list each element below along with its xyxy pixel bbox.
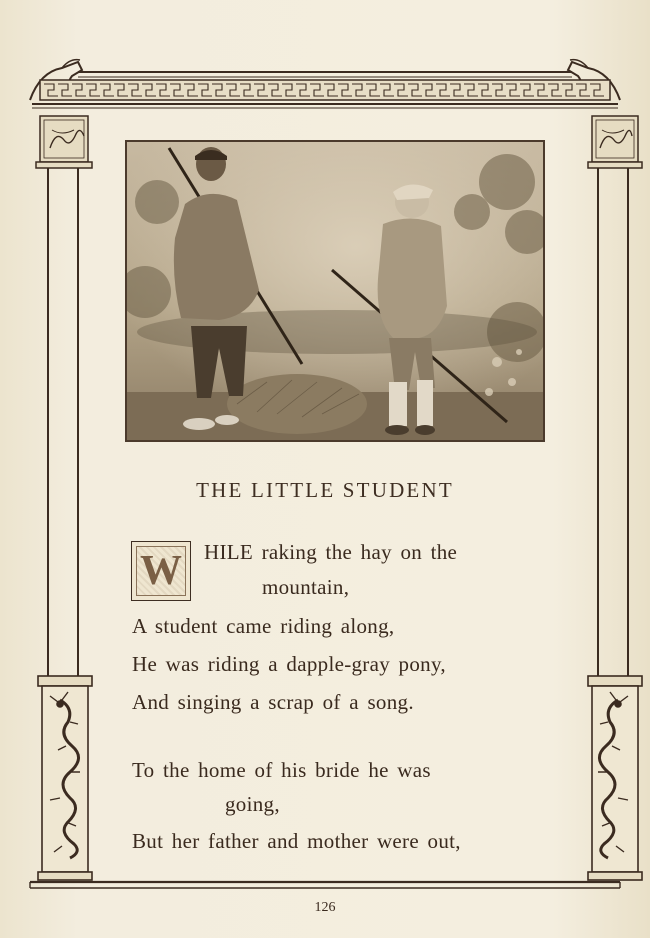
right-dragon-panel	[588, 676, 642, 880]
left-dragon-panel	[38, 676, 92, 880]
page-number: 126	[314, 900, 336, 915]
poem-line: And singing a scrap of a song.	[132, 690, 414, 714]
hay-pile	[227, 374, 367, 434]
left-column	[48, 168, 78, 676]
bottom-base	[30, 882, 620, 888]
poem-line: But her father and mother were out,	[132, 829, 461, 853]
poem-line: A student came riding along,	[132, 614, 395, 638]
poem-line: HILE raking the hay on the	[204, 540, 458, 564]
poem-line: going,	[225, 792, 280, 816]
drop-cap-ornament	[131, 541, 191, 601]
right-capital	[588, 116, 642, 168]
drop-cap-letter: W	[136, 546, 186, 596]
poem-line: He was riding a dapple-gray pony,	[132, 652, 446, 676]
photograph-two-boys	[125, 140, 545, 442]
poem-line: To the home of his bride he was	[132, 758, 431, 782]
right-column	[598, 168, 628, 676]
left-capital	[36, 116, 92, 168]
poem-title: THE LITTLE STUDENT	[196, 478, 454, 502]
poem-line: mountain,	[262, 575, 350, 599]
